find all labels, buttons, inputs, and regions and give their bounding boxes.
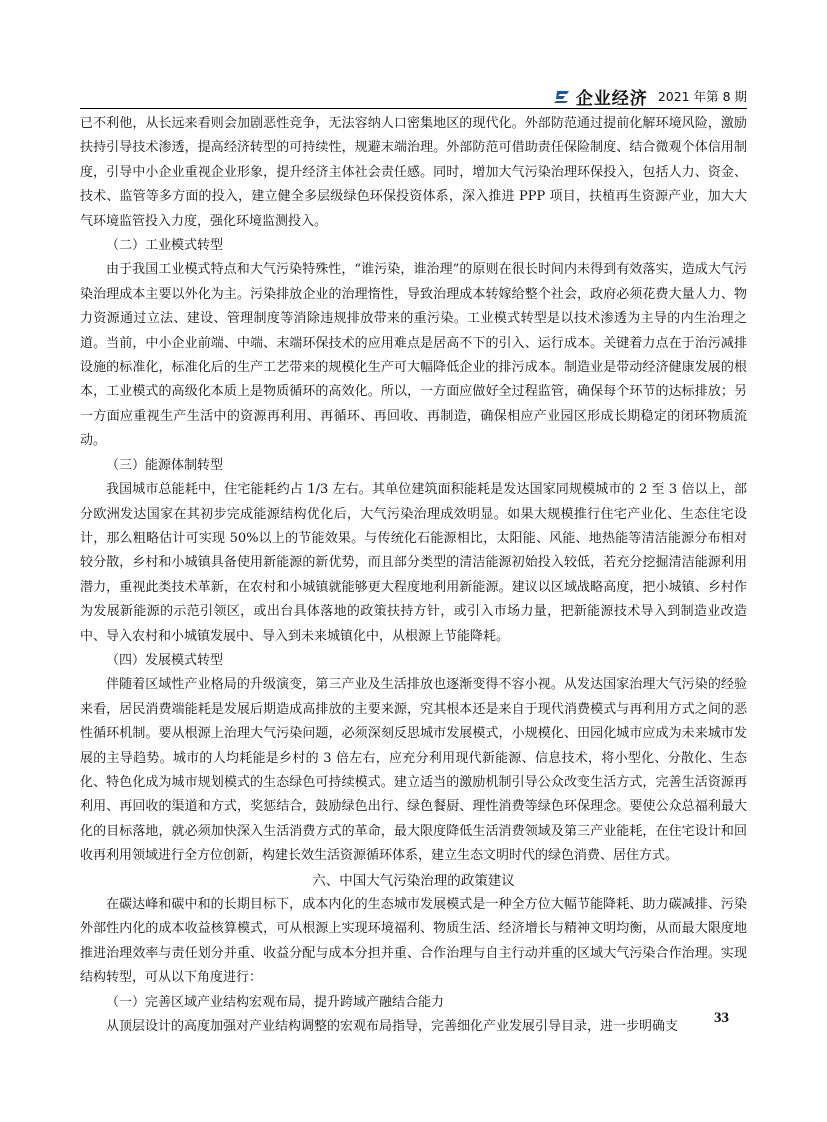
header-masthead <box>554 86 747 109</box>
section-heading: 六、中国大气污染治理的政策建议 <box>312 872 515 889</box>
article-body <box>80 112 747 1039</box>
page-number: 33 <box>714 1010 729 1026</box>
journal-name: 企业经济 <box>575 88 648 109</box>
paragraph: 从顶层设计的高度加强对产业结构调整的宏观布局指导，完善细化产业发展引导目录，进一步明确支 <box>106 1019 679 1035</box>
subheading: （二）工业模式转型 <box>106 238 224 254</box>
paragraph: 由于我国工业模式特点和大气污染特殊性，“谁污染，谁治理”的原则在很长时间内未得到有效落实，造成大气污染治理成本主要以外化为主。污染排放企业的治理惰性，导致治理成本转嫁给整个社会，政府必须花费大量人力、物力资源通过立法、建设、管理制度等消除违规排放带来的重污染。工业模式转型是以技术渗透为主导的内生治理之道。当前，中小企业前端、中端、末端环保技术的应用难点是居高不下的引入、运行成本。关键着力点在于治污减排设施的标准化，标准化后的生产工艺带来的规模化生产可大幅降低企业的排污成本。制造业是带动经济健康发展的根本，工业模式的高级化本质上是物质循环的高效化。所以，一方面应做好全过程监管，确保每个环节的达标排放；另一方面应重视生产生活中的资源再利用、再循环、再回收、再制造，确保相应产业园区形成长期稳定的闭环物质流动。 <box>80 262 747 449</box>
page-header <box>80 86 747 109</box>
paragraph: 在碳达峰和碳中和的长期目标下，成本内化的生态城市发展模式是一种全方位大幅节能降耗、助力碳减排、污染外部性内化的成本收益核算模式，可从根源上实现环境福利、物质生活、经济增长与精神文明均衡，从而最大限度地推进治理效率与责任划分并重、收益分配与成本分担并重、合作治理与自主行动并重的区域大气污染合作治理。实现结构转型，可从以下角度进行： <box>80 897 747 986</box>
paragraph: 我国城市总能耗中，住宅能耗约占 1/3 左右。其单位建筑面积能耗是发达国家同规模城市的 2 至 3 倍以上，部分欧洲发达国家在其初步完成能源结构优化后，大气污染治理成效明显。如果大规模推行住宅产业化、生态住宅设计，那么粗略估计可实现 50%以上的节能效果。与传统化石能源相比，太阳能、风能、地热能等清洁能源分布相对较分散，乡村和小城镇具备使用新能源的新优势，而且部分类型的清洁能源初始投入较低，若充分挖掘清洁能源利用潜力，重视此类技术革新，在农村和小城镇就能够更大程度地利用新能源。建议以区域战略高度，把小城镇、乡村作为发展新能源的示范引领区，或出台具体落地的政策扶持方针，或引入市场力量，把新能源技术导入到制造业改造中、导入农村和小城镇发展中、导入到未来城镇化中，从根源上节能降耗。 <box>80 482 747 644</box>
paragraph: 已不利他，从长远来看则会加剧恶性竞争，无法容纳人口密集地区的现代化。外部防范通过提前化解环境风险，激励扶持引导技术渗透，提高经济转型的可持续性，规避末端治理。外部防范可借助责任保险制度、结合微观个体信用制度，引导中小企业重视企业形象，提升经济主体社会责任感。同时，增加大气污染治理环保投入，包括人力、资金、技术、监管等多方面的投入，建立健全多层级绿色环保投资体系，深入推进 PPP 项目，扶植再生资源产业，加大大气环境监管投入力度，强化环境监测投入。 <box>80 116 747 229</box>
paragraph: 伴随着区域性产业格局的升级演变，第三产业及生活排放也逐渐变得不容小视。从发达国家治理大气污染的经验来看，居民消费端能耗是发展后期造成高排放的主要来源，究其根本还是来自于现代消费模式与再利用方式之间的恶性循环机制。要从根源上治理大气污染问题，必须深刻反思城市发展模式，小规模化、田园化城市应成为未来城市发展的主导趋势。城市的人均耗能是乡村的 3 倍左右，应充分利用现代新能源、信息技术，将小型化、分散化、生态化、特色化成为城市规划模式的生态绿色可持续模式。建立适当的激励机制引导公众改变生活方式，完善生活资源再利用、再回收的渠道和方式，奖惩结合，鼓励绿色出行、绿色餐厨、理性消费等绿色环保理念。要使公众总福利最大化的目标落地，就必须加快深入生活消费方式的革命，最大限度降低生活消费领域及第三产业能耗，在住宅设计和回收再利用领域进行全方位创新，构建长效生活资源循环体系，建立生态文明时代的绿色消费、居住方式。 <box>80 677 747 864</box>
ce-logo-icon <box>554 88 572 104</box>
subheading: （三）能源体制转型 <box>106 457 224 473</box>
subheading: （一）完善区域产业结构宏观布局，提升跨域产融结合能力 <box>106 994 445 1010</box>
subheading: （四）发展模式转型 <box>106 652 224 668</box>
issue-label: 2021 年第 8 期 <box>657 89 747 104</box>
